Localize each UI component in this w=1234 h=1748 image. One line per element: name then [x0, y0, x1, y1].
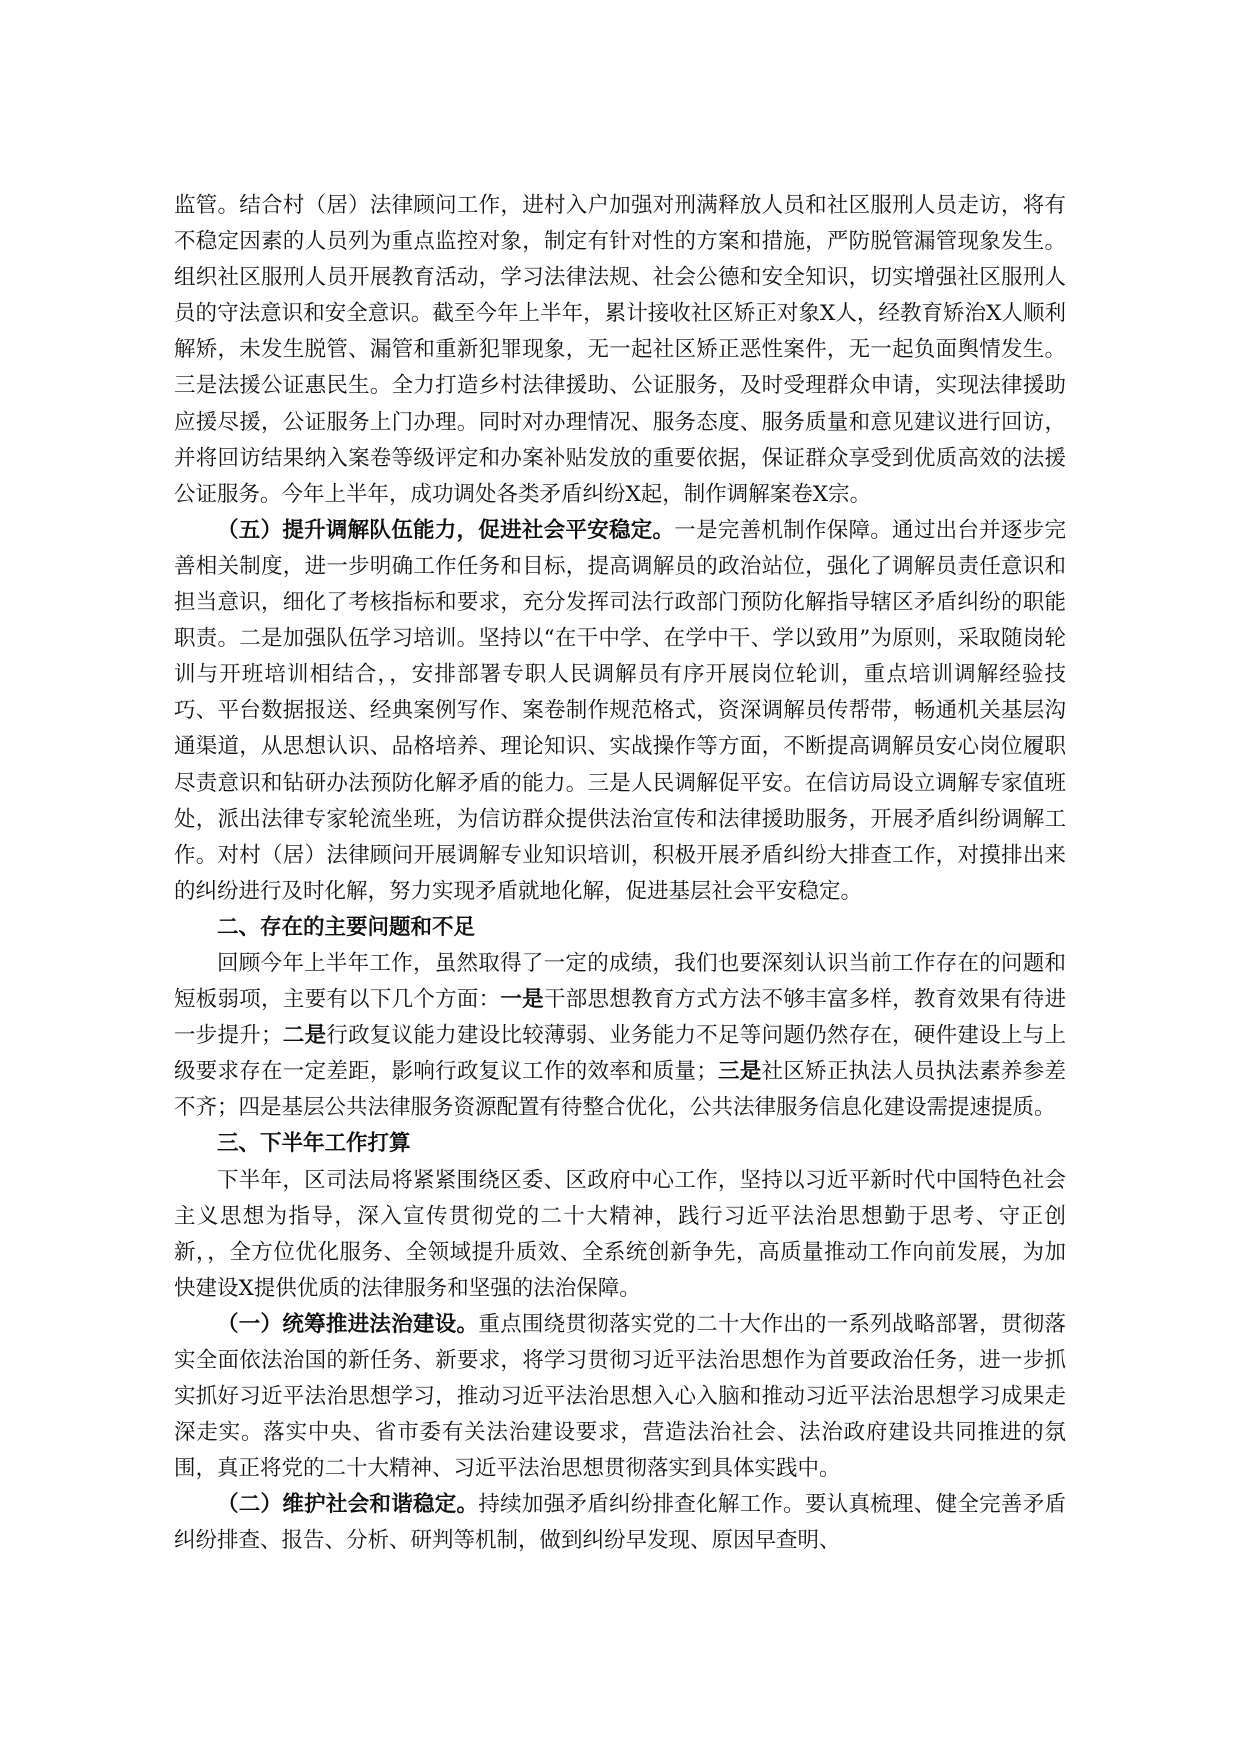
problem-text-2: 行政复议能力建设比较薄弱、业务能力不足等问题仍然存在，硬件建设上与上级要求存在一定差距，影响行政复议工作的效率和质量； [174, 1023, 1066, 1085]
paragraph-mediation-team [174, 513, 1066, 910]
section-heading-5: （五）提升调解队伍能力，促进社会平安稳定。 [217, 517, 675, 543]
document-page [174, 188, 1066, 1560]
problem-marker-3: 三是 [717, 1059, 762, 1085]
paragraph-rule-of-law [174, 1307, 1066, 1487]
plan-body-2: 持续加强矛盾纠纷排查化解工作。要认真梳理、健全完善矛盾纠纷排查、报告、分析、研判等机制，做到纠纷早发现、原因早查明、 [174, 1492, 1066, 1554]
problem-marker-1: 一是 [500, 987, 544, 1013]
problem-text-3: 社区矫正执法人员执法素养参差不齐；四是基层公共法律服务资源配置有待整合优化，公共法律服务信息化建设需提速提质。 [174, 1059, 1066, 1121]
problem-text-1: 干部思想教育方式方法不够丰富多样，教育效果有待进一步提升； [174, 987, 1066, 1049]
plan-heading-1: （一）统筹推进法治建设。 [217, 1311, 479, 1337]
paragraph-social-stability [174, 1487, 1066, 1559]
heading-plans: 三、下半年工作打算 [217, 1131, 411, 1157]
heading-problems: 二、存在的主要问题和不足 [217, 914, 476, 940]
plan-body-1: 重点围绕贯彻落实党的二十大作出的一系列战略部署，贯彻落实全面依法治国的新任务、新要求，将学习贯彻习近平法治思想作为首要政治任务，进一步抓实抓好习近平法治思想学习，推动习近平法治思想入心入脑和推动习近平法治思想学习成果走深走实。落实中央、省市委有关法治建设要求，营造法治社会、法治政府建设共同推进的氛围，真正将党的二十大精神、习近平法治思想贯彻落实到具体实践中。 [174, 1311, 1066, 1482]
paragraph-problems [174, 946, 1066, 1126]
paragraph-continuation: 监管。结合村（居）法律顾问工作，进村入户加强对刑满释放人员和社区服刑人员走访，将有不稳定因素的人员列为重点监控对象，制定有针对性的方案和措施，严防脱管漏管现象发生。组织社区服刑人员开展教育活动，学习法律法规、社会公德和安全知识，切实增强社区服刑人员的守法意识和安全意识。截至今年上半年，累计接收社区矫正对象X人，经教育矫治X人顺利解矫，未发生脱管、漏管和重新犯罪现象，无一起社区矫正恶性案件，无一起负面舆情发生。三是法援公证惠民生。全力打造乡村法律援助、公证服务，及时受理群众申请，实现法律援助应援尽援，公证服务上门办理。同时对办理情况、服务态度、服务质量和意见建议进行回访，并将回访结果纳入案卷等级评定和办案补贴发放的重要依据，保证群众享受到优质高效的法援公证服务。今年上半年，成功调处各类矛盾纠纷X起，制作调解案卷X宗。 [174, 193, 1066, 507]
problem-marker-2: 二是 [282, 1023, 327, 1049]
problems-intro: 回顾今年上半年工作，虽然取得了一定的成绩，我们也要深刻认识当前工作存在的问题和短板弱项，主要有以下几个方面： [174, 950, 1066, 1013]
paragraph-plans-intro: 下半年，区司法局将紧紧围绕区委、区政府中心工作，坚持以习近平新时代中国特色社会主义思想为指导，深入宣传贯彻党的二十大精神，践行习近平法治思想勤于思考、守正创新，，全方位优化服务、全领域提升质效、全系统创新争先，高质量推动工作向前发展，为加快建设X提供优质的法律服务和坚强的法治保障。 [174, 1167, 1066, 1301]
section-body-5: 一是完善机制作保障。通过出台并逐步完善相关制度，进一步明确工作任务和目标，提高调解员的政治站位，强化了调解员责任意识和担当意识，细化了考核指标和要求，充分发挥司法行政部门预防化解指导辖区矛盾纠纷的职能职责。二是加强队伍学习培训。坚持以“在干中学、在学中干、学以致用”为原则，采取随岗轮训与开班培训相结合，，安排部署专职人民调解员有序开展岗位轮训，重点培训调解经验技巧、平台数据报送、经典案例写作、案卷制作规范格式，资深调解员传帮带，畅通机关基层沟通渠道，从思想认识、品格培养、理论知识、实战操作等方面，不断提高调解员安心岗位履职尽责意识和钻研办法预防化解矛盾的能力。三是人民调解促平安。在信访局设立调解专家值班处，派出法律专家轮流坐班，为信访群众提供法治宣传和法律援助服务，开展矛盾纠纷调解工作。对村（居）法律顾问开展调解专业知识培训，积极开展矛盾纠纷大排查工作，对摸排出来的纠纷进行及时化解，努力实现矛盾就地化解，促进基层社会平安稳定。 [174, 517, 1066, 904]
plan-heading-2: （二）维护社会和谐稳定。 [217, 1492, 479, 1518]
